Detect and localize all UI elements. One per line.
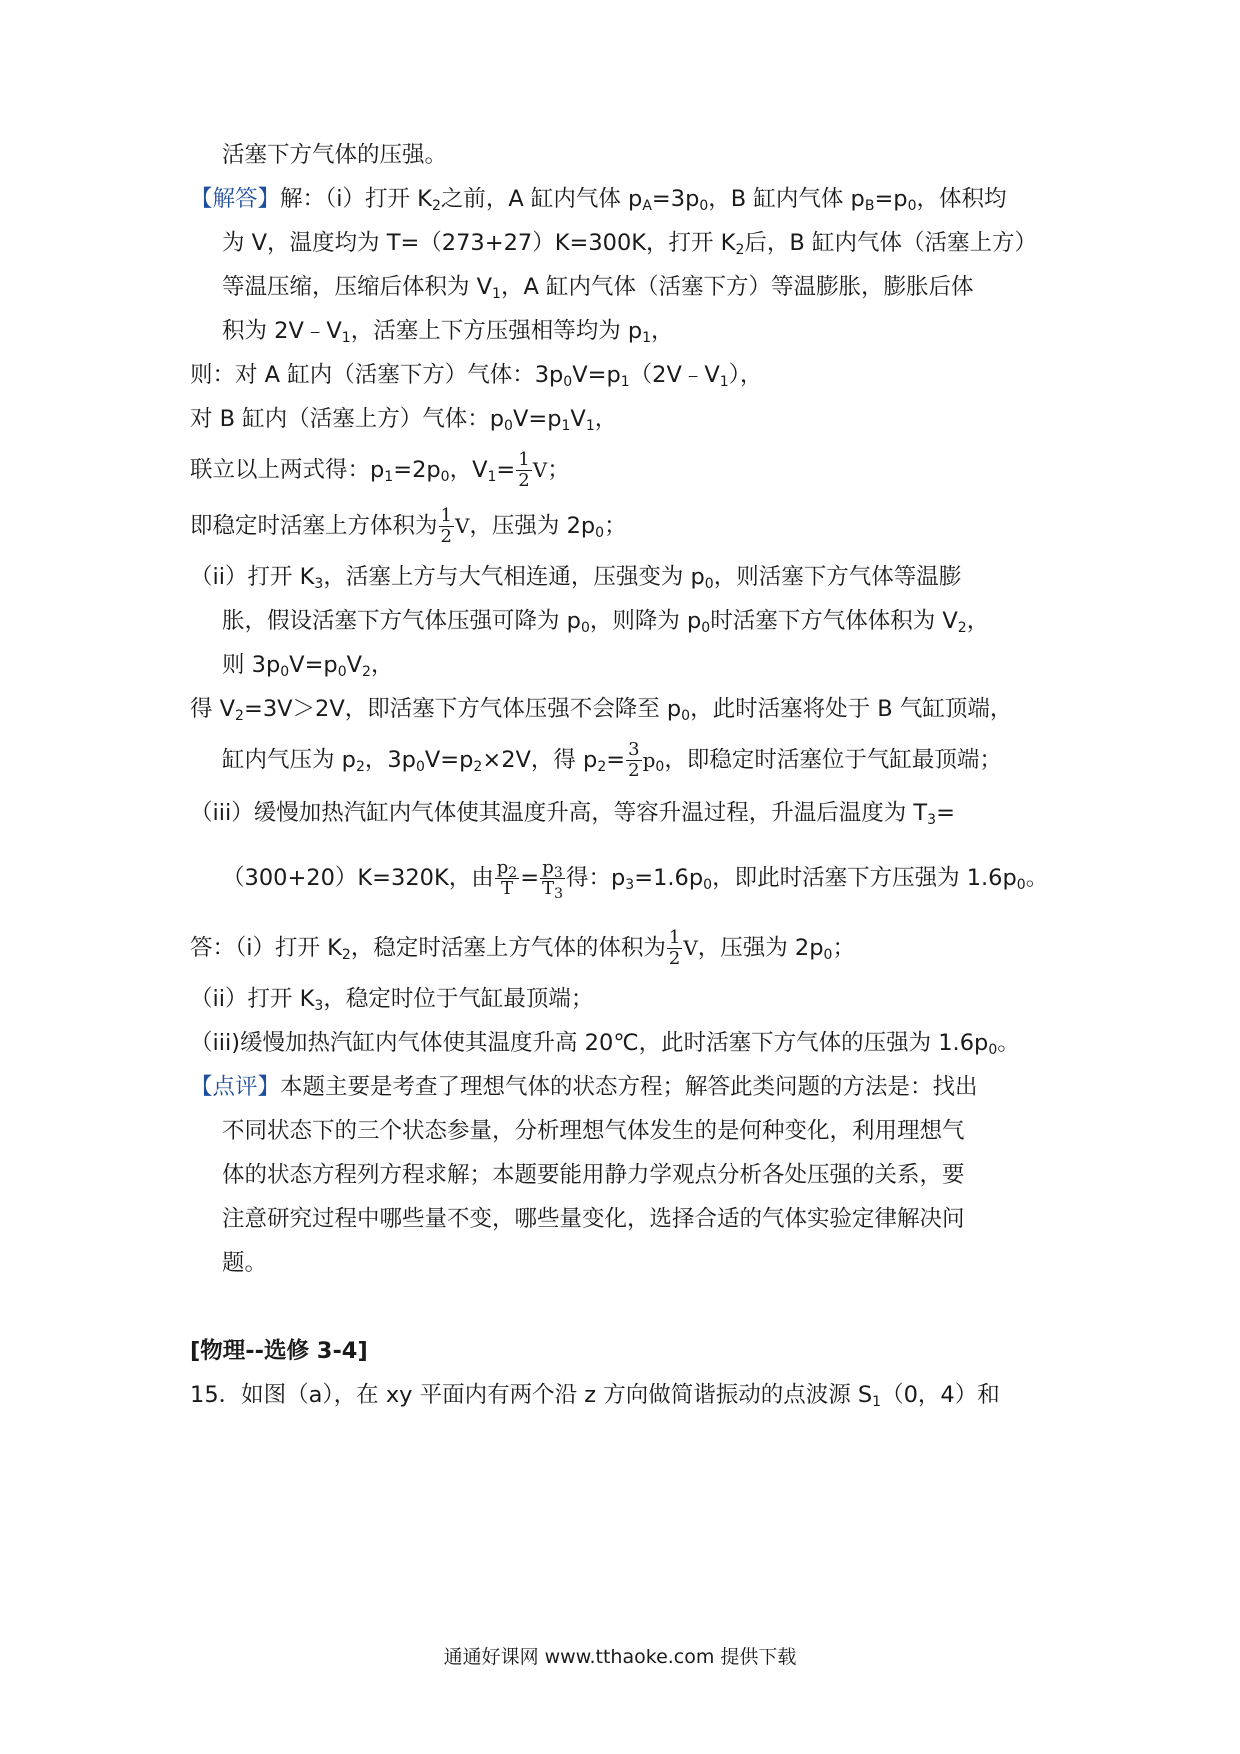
answer-summary-line: 答：（i）打开 $K_2$，稳定时活塞上方气体的体积为 $\frac{1}{2}$ V，压强为 $2p_0$；: [190, 927, 855, 969]
equation-line: （300+20）K=320K，由 $\frac{p_2}{T}$ = $\frac{p_3}{T_3}$ 得：$p_3=1.6p_0$，即此时活塞下方压强为 $1.6p_0$。: [222, 857, 1049, 902]
text-line: 积为 $2V﹣V_1$，活塞上下方压强相等均为 $p_1$，: [222, 318, 674, 346]
fraction-p2-over-t: $\frac{p_2}{T}$: [496, 857, 518, 899]
text-line: 为 V，温度均为 T=（273+27）K=300K，打开 $K_2$后，B 缸内气体（活塞上方）: [222, 230, 1037, 258]
text-line: 题。: [222, 1250, 268, 1276]
equation-line: 联立以上两式得：$p_1=2p_0$，$V_1=$ $\frac{1}{2}$ V；: [190, 449, 570, 491]
answer-tag: 【解答】: [190, 186, 281, 212]
page-footer: 通通好课网 www.tthaoke.com 提供下载: [443, 1646, 797, 1668]
fraction-half: $\frac{1}{2}$: [518, 449, 530, 491]
text-line: （ii）打开 $K_3$，活塞上方与大气相连通，压强变为 $p_0$，则活塞下方气体等温膨: [190, 564, 962, 592]
text-line: 缸内气压为 $p_2$，$3p_0V=p_2\times 2V$，得 $p_2=$ $\frac{3}{2}$ $p_0$，即稳定时活塞位于气缸最顶端；: [222, 739, 1002, 781]
text-line: 体的状态方程列方程求解；本题要能用静力学观点分析各处压强的关系，要: [222, 1162, 965, 1188]
text-line: （ii）打开 $K_3$，稳定时位于气缸最顶端；: [190, 986, 594, 1014]
text-line: 得 $V_2=3V>2V$，即活塞下方气体压强不会降至 $p_0$，此时活塞将处于 B 气缸顶端，: [190, 696, 1013, 724]
comment-tag: 【点评】: [190, 1074, 281, 1100]
equation-line: 则：对 A 缸内（活塞下方）气体：$3p_0V=p_1(2V﹣V_1)$，: [190, 362, 763, 390]
answer-line: 【解答】解：（i）打开 $K_2$之前，A 缸内气体 $p_A=3p_0$，B 缸内气体 $p_B=p_0$，体积均: [190, 186, 1007, 214]
text-line: 不同状态下的三个状态参量，分析理想气体发生的是何种变化，利用理想气: [222, 1118, 965, 1144]
comment-line: 【点评】本题主要是考查了理想气体的状态方程；解答此类问题的方法是：找出: [190, 1074, 978, 1100]
fraction-three-halves: $\frac{3}{2}$: [628, 739, 640, 781]
text-line: 胀，假设活塞下方气体压强可降为 $p_0$，则降为 $p_0$时活塞下方气体体积为 $V_2$，: [222, 608, 990, 636]
section-title: [物理--选修 3-4]: [190, 1338, 368, 1364]
fraction-half: $\frac{1}{2}$: [440, 505, 452, 547]
equation-line: 则 $3p_0V=p_0V_2$，: [222, 652, 394, 680]
text-line: 注意研究过程中哪些量不变，哪些量变化，选择合适的气体实验定律解决问: [222, 1206, 965, 1232]
text-line: （iii）缓慢加热汽缸内气体使其温度升高，等容升温过程，升温后温度为 $T_3=$: [190, 800, 955, 828]
question-line: 15．如图（a），在 xy 平面内有两个沿 z 方向做简谐振动的点波源 $S_1(0$，4）和: [190, 1382, 1000, 1410]
text-line: 等温压缩，压缩后体积为 $V_1$，A 缸内气体（活塞下方）等温膨胀，膨胀后体: [222, 274, 974, 302]
fraction-half: $\frac{1}{2}$: [668, 927, 681, 969]
equation-line: 对 B 缸内（活塞上方）气体：$p_0V=p_1V_1$，: [190, 406, 618, 434]
fraction-p3-over-t3: $\frac{p_3}{T_3}$: [542, 857, 563, 902]
text-line: 活塞下方气体的压强。: [222, 142, 448, 168]
text-line: 即稳定时活塞上方体积为 $\frac{1}{2}$ V，压强为 $2p_0$；: [190, 505, 627, 547]
text-line: （iii)缓慢加热汽缸内气体使其温度升高 20℃，此时活塞下方气体的压强为 $1.6p_0$。: [190, 1030, 1020, 1058]
